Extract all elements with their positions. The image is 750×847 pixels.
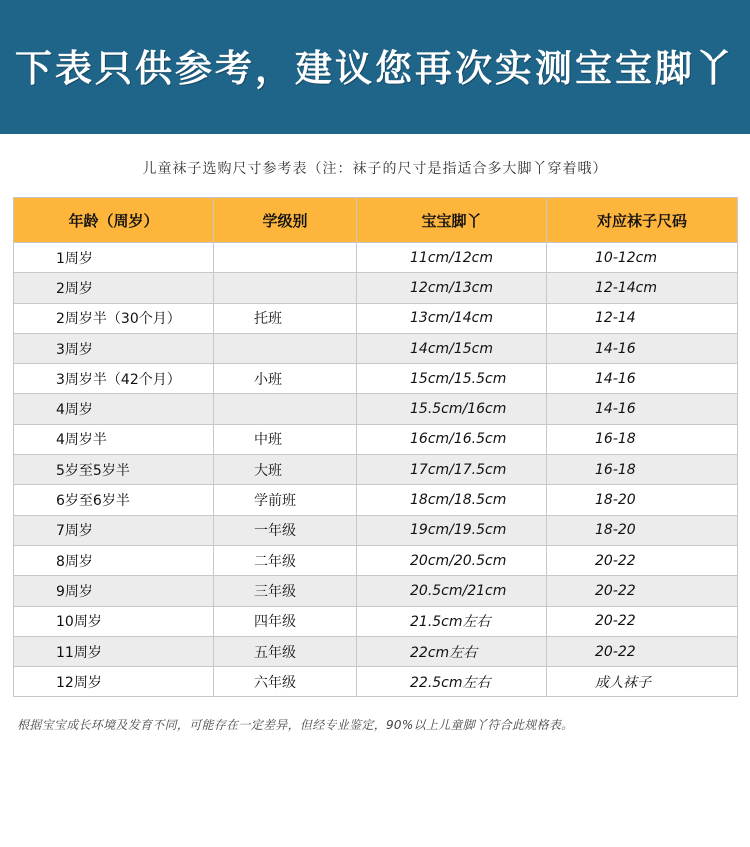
cell-age: 2周岁半（30个月） <box>14 303 214 333</box>
cell-age: 4周岁半 <box>14 424 214 454</box>
cell-grade: 小班 <box>214 364 357 394</box>
cell-age: 5岁至5岁半 <box>14 455 214 485</box>
table-row <box>14 273 738 303</box>
cell-grade <box>214 243 357 273</box>
cell-sock-size: 14-16 <box>547 394 738 424</box>
cell-age: 1周岁 <box>14 243 214 273</box>
cell-sock-size: 14-16 <box>547 333 738 363</box>
table-row <box>14 636 738 666</box>
cell-age: 3周岁半（42个月） <box>14 364 214 394</box>
cell-foot-length: 20.5cm/21cm <box>357 576 547 606</box>
cell-foot-length: 20cm/20.5cm <box>357 545 547 575</box>
cell-age: 3周岁 <box>14 333 214 363</box>
cell-foot-length: 11cm/12cm <box>357 243 547 273</box>
cell-age: 8周岁 <box>14 545 214 575</box>
cell-grade: 托班 <box>214 303 357 333</box>
cell-grade: 五年级 <box>214 636 357 666</box>
table-row <box>14 364 738 394</box>
cell-grade <box>214 333 357 363</box>
table-row <box>14 333 738 363</box>
header-age: 年龄（周岁） <box>14 198 214 243</box>
cell-sock-size: 16-18 <box>547 424 738 454</box>
table-row <box>14 667 738 697</box>
cell-age: 12周岁 <box>14 667 214 697</box>
table-row <box>14 545 738 575</box>
cell-sock-size: 18-20 <box>547 515 738 545</box>
cell-sock-size: 20-22 <box>547 606 738 636</box>
cell-foot-length: 12cm/13cm <box>357 273 547 303</box>
cell-age: 6岁至6岁半 <box>14 485 214 515</box>
cell-foot-length: 22cm左右 <box>357 636 547 666</box>
table-row <box>14 576 738 606</box>
cell-sock-size: 10-12cm <box>547 243 738 273</box>
cell-sock-size: 20-22 <box>547 636 738 666</box>
cell-foot-length: 17cm/17.5cm <box>357 455 547 485</box>
header-sock-size: 对应袜子尺码 <box>547 198 738 243</box>
cell-age: 9周岁 <box>14 576 214 606</box>
cell-foot-length: 15.5cm/16cm <box>357 394 547 424</box>
cell-grade <box>214 273 357 303</box>
cell-grade: 一年级 <box>214 515 357 545</box>
cell-grade: 四年级 <box>214 606 357 636</box>
banner-title: 下表只供参考，建议您再次实测宝宝脚丫 <box>15 46 735 90</box>
cell-age: 7周岁 <box>14 515 214 545</box>
table-row <box>14 394 738 424</box>
cell-grade: 中班 <box>214 424 357 454</box>
table-row <box>14 485 738 515</box>
cell-sock-size: 12-14cm <box>547 273 738 303</box>
header-foot-length: 宝宝脚丫 <box>357 198 547 243</box>
cell-sock-size: 成人袜子 <box>547 667 738 697</box>
table-header-row <box>14 198 738 243</box>
cell-foot-length: 16cm/16.5cm <box>357 424 547 454</box>
table-row <box>14 303 738 333</box>
cell-grade <box>214 394 357 424</box>
table-row <box>14 424 738 454</box>
cell-foot-length: 13cm/14cm <box>357 303 547 333</box>
table-row <box>14 243 738 273</box>
table-row <box>14 515 738 545</box>
cell-grade: 二年级 <box>214 545 357 575</box>
cell-age: 11周岁 <box>14 636 214 666</box>
cell-sock-size: 20-22 <box>547 545 738 575</box>
table-row <box>14 606 738 636</box>
cell-sock-size: 18-20 <box>547 485 738 515</box>
cell-foot-length: 14cm/15cm <box>357 333 547 363</box>
header-banner <box>0 0 750 134</box>
cell-foot-length: 18cm/18.5cm <box>357 485 547 515</box>
cell-sock-size: 14-16 <box>547 364 738 394</box>
cell-age: 4周岁 <box>14 394 214 424</box>
footnote: 根据宝宝成长环境及发育不同，可能存在一定差异，但经专业鉴定，90%以上儿童脚丫符合此规格表。 <box>17 718 574 732</box>
cell-sock-size: 16-18 <box>547 455 738 485</box>
size-reference-table <box>13 197 738 697</box>
cell-grade: 学前班 <box>214 485 357 515</box>
cell-grade: 六年级 <box>214 667 357 697</box>
cell-sock-size: 12-14 <box>547 303 738 333</box>
cell-sock-size: 20-22 <box>547 576 738 606</box>
cell-grade: 三年级 <box>214 576 357 606</box>
cell-foot-length: 21.5cm左右 <box>357 606 547 636</box>
table-caption: 儿童袜子选购尺寸参考表（注：袜子的尺寸是指适合多大脚丫穿着哦） <box>142 161 608 177</box>
cell-foot-length: 22.5cm左右 <box>357 667 547 697</box>
cell-age: 10周岁 <box>14 606 214 636</box>
header-grade: 学级别 <box>214 198 357 243</box>
cell-age: 2周岁 <box>14 273 214 303</box>
cell-grade: 大班 <box>214 455 357 485</box>
table-row <box>14 455 738 485</box>
cell-foot-length: 19cm/19.5cm <box>357 515 547 545</box>
cell-foot-length: 15cm/15.5cm <box>357 364 547 394</box>
